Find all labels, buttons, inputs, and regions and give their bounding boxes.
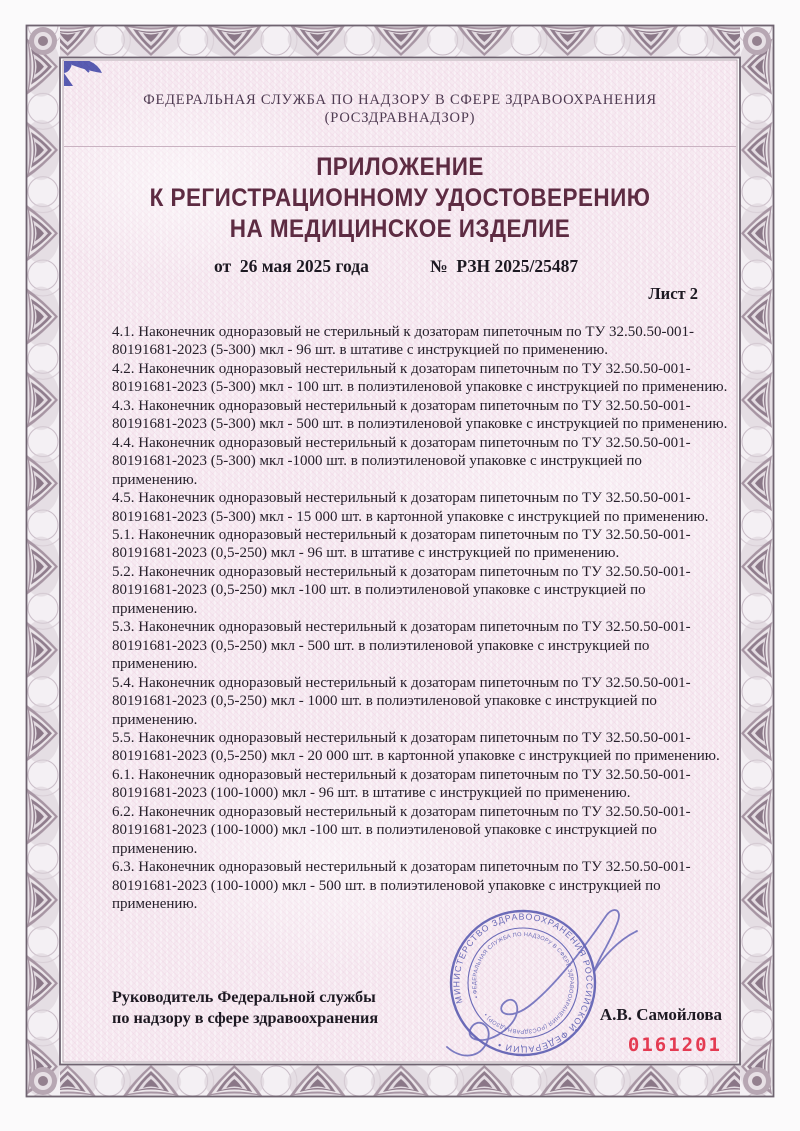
list-item: 6.3. Наконечник одноразовый нестерильный к дозаторам пипеточным по ТУ 32.50.50-001-80191681-2023 (100-1000) мкл - 500 шт. в полиэтиленовой упаковке с инструкцией по применению.	[112, 859, 691, 913]
serial-number: 0161201	[627, 1034, 722, 1056]
header-divider	[64, 146, 736, 147]
signatory-role-line1: Руководитель Федеральной службы	[112, 988, 376, 1006]
title-line2: К РЕГИСТРАЦИОННОМУ УДОСТОВЕРЕНИЮ	[149, 184, 651, 212]
title-line1: ПРИЛОЖЕНИЕ	[316, 153, 484, 181]
signatory-role-line2: по надзору в сфере здравоохранения	[112, 1009, 379, 1027]
double-headed-eagle-emblem	[64, 61, 108, 86]
list-item: 5.3. Наконечник одноразовый нестерильный к дозаторам пипеточным по ТУ 32.50.50-001-80191681-2023 (0,5-250) мкл - 500 шт. в полиэтиленовой упаковке с инструкцией по применению.	[112, 619, 691, 673]
list-item: 6.1. Наконечник одноразовый нестерильный к дозаторам пипеточным по ТУ 32.50.50-001-80191681-2023 (100-1000) мкл - 96 шт. в штативе с инструкцией по применению.	[112, 766, 691, 802]
svg-text:• ФЕДЕРАЛЬНАЯ СЛУЖБА ПО НАДЗОР	[459, 919, 588, 1048]
list-item: 4.5. Наконечник одноразовый нестерильный к дозаторам пипеточным по ТУ 32.50.50-001-80191681-2023 (5-300) мкл - 15 000 шт. в картонной упаковке с инструкцией по применению.	[112, 490, 709, 525]
list-item: 5.4. Наконечник одноразовый нестерильный к дозаторам пипеточным по ТУ 32.50.50-001-80191681-2023 (0,5-250) мкл - 1000 шт. в полиэтиленовой упаковке с инструкцией по применению.	[112, 674, 691, 728]
handwritten-signature	[447, 910, 637, 1056]
list-item: 4.4. Наконечник одноразовый нестерильный к дозаторам пипеточным по ТУ 32.50.50-001-80191681-2023 (5-300) мкл -1000 шт. в полиэтиленовой упаковке с инструкцией по применению.	[112, 434, 691, 488]
items-list	[112, 323, 730, 914]
issue-date: от 26 мая 2025 года	[214, 256, 369, 276]
stamp-inner-ring-text: • ФЕДЕРАЛЬНАЯ СЛУЖБА ПО НАДЗОРУ В СФЕРЕ ЗДРАВООХРАНЕНИЯ (РОСЗДРАВНАДЗОР) •	[471, 931, 575, 1035]
issuing-agency	[64, 91, 736, 127]
agency-name-line2: (РОСЗДРАВНАДЗОР)	[324, 110, 476, 126]
agency-name-line1: ФЕДЕРАЛЬНАЯ СЛУЖБА ПО НАДЗОРУ В СФЕРЕ ЗДРАВООХРАНЕНИЯ	[143, 92, 657, 108]
list-item: 6.2. Наконечник одноразовый нестерильный к дозаторам пипеточным по ТУ 32.50.50-001-80191681-2023 (100-1000) мкл -100 шт. в полиэтиленовой упаковке с инструкцией по применению.	[112, 803, 691, 857]
registration-number: № РЗН 2025/25487	[430, 256, 579, 276]
list-item: 5.2. Наконечник одноразовый нестерильный к дозаторам пипеточным по ТУ 32.50.50-001-80191681-2023 (0,5-250) мкл -100 шт. в полиэтиленовой упаковке с инструкцией по применению.	[112, 563, 691, 617]
svg-text:МИНИСТЕРСТВО ЗДРАВООХРАНЕНИЯ Р	[433, 893, 613, 1061]
list-item: 5.1. Наконечник одноразовый нестерильный к дозаторам пипеточным по ТУ 32.50.50-001-80191681-2023 (0,5-250) мкл - 96 шт. в штативе с инструкцией по применению.	[112, 526, 691, 562]
stamp-outer-ring-text: МИНИСТЕРСТВО ЗДРАВООХРАНЕНИЯ РОССИЙСКОЙ ФЕДЕРАЦИИ •	[451, 911, 595, 1055]
round-official-stamp	[433, 893, 613, 1061]
list-item: 5.5. Наконечник одноразовый нестерильный к дозаторам пипеточным по ТУ 32.50.50-001-80191681-2023 (0,5-250) мкл - 20 000 шт. в картонной упаковке с инструкцией по применению.	[112, 729, 720, 765]
title-line3: НА МЕДИЦИНСКОЕ ИЗДЕЛИЕ	[229, 215, 571, 243]
list-item: 4.2. Наконечник одноразовый нестерильный к дозаторам пипеточным по ТУ 32.50.50-001-80191681-2023 (5-300) мкл - 100 шт. в полиэтиленовой упаковке с инструкцией по применению.	[112, 360, 728, 396]
sheet-number: Лист 2	[648, 284, 698, 303]
certificate-field	[64, 61, 736, 1061]
list-item: 4.3. Наконечник одноразовый нестерильный к дозаторам пипеточным по ТУ 32.50.50-001-80191681-2023 (5-300) мкл - 500 шт. в полиэтиленовой упаковке с инструкцией по применению.	[112, 397, 728, 433]
document-title	[64, 152, 736, 245]
list-item: 4.1. Наконечник одноразовый не стерильный к дозаторам пипеточным по ТУ 32.50.50-001-80191681-2023 (5-300) мкл - 96 шт. в штативе с инструкцией по применению.	[112, 324, 694, 359]
signatory-name: А.В. Самойлова	[599, 1005, 722, 1024]
signatory-role	[112, 987, 378, 1029]
